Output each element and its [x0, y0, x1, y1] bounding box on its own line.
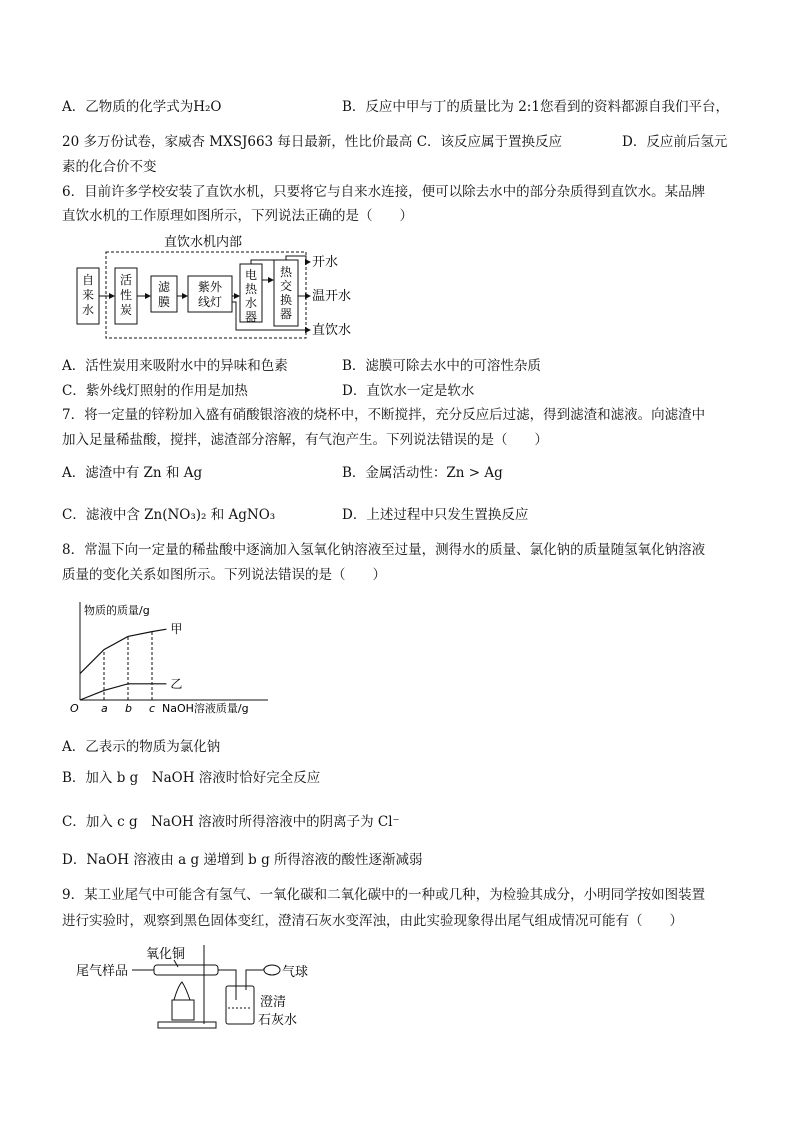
output-direct: 直饮水 [312, 323, 352, 338]
output-boiling: 开水 [312, 255, 339, 270]
uv-box: 紫外线灯 [197, 280, 223, 309]
q7-stem-2: 加入足量稀盐酸，搅拌，滤渣部分溶解，有气泡产生。下列说法错误的是（ ） [62, 432, 548, 448]
series-label-1: 乙 [170, 676, 183, 691]
series-label-0: 甲 [170, 622, 183, 637]
gas-test-apparatus [74, 940, 314, 1032]
q8-option-d: D．NaOH 溶液由 a g 递增到 b g 所得溶液的酸性逐渐减弱 [62, 852, 423, 868]
membrane-box: 滤膜 [157, 280, 171, 309]
carbon-box: 活性炭 [119, 273, 133, 317]
heater-box: 电热水器 [244, 268, 258, 324]
x-axis-label: NaOH溶液质量/g [162, 702, 249, 715]
source-box: 自来水 [81, 273, 95, 317]
connecting-pipe [218, 970, 236, 1000]
reaction-tube [154, 965, 218, 975]
series-line-1 [80, 684, 166, 700]
q5-option-b: B．反应中甲与丁的质量比为 2:1您看到的资料都源自我们平台， [342, 99, 729, 115]
q5-line-2: 20 多万份试卷，家威杏 MXSJ663 每日最新，性比价最高 C．该反应属于置换反应 [62, 134, 563, 150]
exchanger-box: 热交换器 [279, 265, 293, 321]
mass-change-chart [68, 598, 278, 720]
limewater-label-1: 澄清 [260, 995, 287, 1010]
sample-label: 尾气样品 [76, 964, 129, 979]
x-tick-b: b [125, 702, 132, 715]
limewater-bottle [226, 986, 254, 1024]
outlet-pipe [246, 968, 264, 990]
q5-option-a: A．乙物质的化学式为H₂O [62, 99, 222, 115]
q8-option-b: B．加入 b g NaOH 溶液时恰好完全反应 [62, 770, 321, 786]
limewater-label-2: 石灰水 [258, 1013, 298, 1028]
q8-stem-2: 质量的变化关系如图所示。下列说法错误的是（ ） [62, 567, 386, 583]
q6-stem-1: 6．目前许多学校安装了直饮水机，只要将它与自来水连接，便可以除去水中的部分杂质得到直饮水。某品牌 [62, 184, 706, 200]
q9-stem-2: 进行实验时，观察到黑色固体变红，澄清石灰水变浑浊，由此实验现象得出尾气组成情况可能有（ ） [62, 913, 683, 929]
output-warm: 温开水 [312, 289, 352, 304]
q7-stem-1: 7．将一定量的锌粉加入盛有硝酸银溶液的烧杯中，不断搅拌，充分反应后过滤，得到滤渣和滤液。向滤渣中 [62, 407, 706, 423]
stand-base [158, 1022, 216, 1028]
alcohol-lamp [172, 1000, 194, 1020]
q5-line-3: 素的化合价不变 [62, 159, 157, 175]
water-dispenser-diagram [74, 232, 374, 342]
balloon-label: 气球 [282, 965, 309, 980]
q6-option-c: C．紫外线灯照射的作用是加热 [62, 383, 248, 399]
balloon [264, 965, 280, 975]
q7-option-c: C．滤液中含 Zn(NO₃)₂ 和 AgNO₃ [62, 507, 276, 523]
q6-option-d: D．直饮水一定是软水 [342, 383, 475, 399]
q8-stem-1: 8．常温下向一定量的稀盐酸中逐滴加入氢氧化钠溶液至过量，测得水的质量、氯化钠的质量随氢氧化钠溶液 [62, 542, 706, 558]
q6-stem-2: 直饮水机的工作原理如图所示，下列说法正确的是（ ） [62, 208, 413, 224]
diagram-title: 直饮水机内部 [164, 235, 243, 250]
series-line-0 [80, 629, 166, 673]
q8-option-c: C．加入 c g NaOH 溶液时所得溶液中的阴离子为 Cl⁻ [62, 814, 400, 830]
q5-option-d: D．反应前后氢元 [622, 134, 728, 150]
q9-stem-1: 9．某工业尾气中可能含有氢气、一氧化碳和二氧化碳中的一种或几种，为检验其成分，小明同学按如图装置 [62, 887, 706, 903]
q8-option-a: A．乙表示的物质为氯化钠 [62, 739, 221, 755]
oxide-label: 氧化铜 [146, 947, 186, 962]
q7-option-d: D．上述过程中只发生置换反应 [342, 507, 529, 523]
x-tick-a: a [101, 702, 108, 715]
origin-label: O [70, 702, 79, 715]
q7-option-b: B．金属活动性：Zn > Ag [342, 465, 503, 481]
q7-option-a: A．滤渣中有 Zn 和 Ag [62, 465, 203, 481]
q6-option-a: A．活性炭用来吸附水中的异味和色素 [62, 358, 288, 374]
lamp-flame [174, 982, 190, 1000]
q6-option-b: B．滤膜可除去水中的可溶性杂质 [342, 358, 541, 374]
y-axis-label: 物质的质量/g [84, 604, 150, 617]
x-tick-c: c [149, 702, 156, 715]
